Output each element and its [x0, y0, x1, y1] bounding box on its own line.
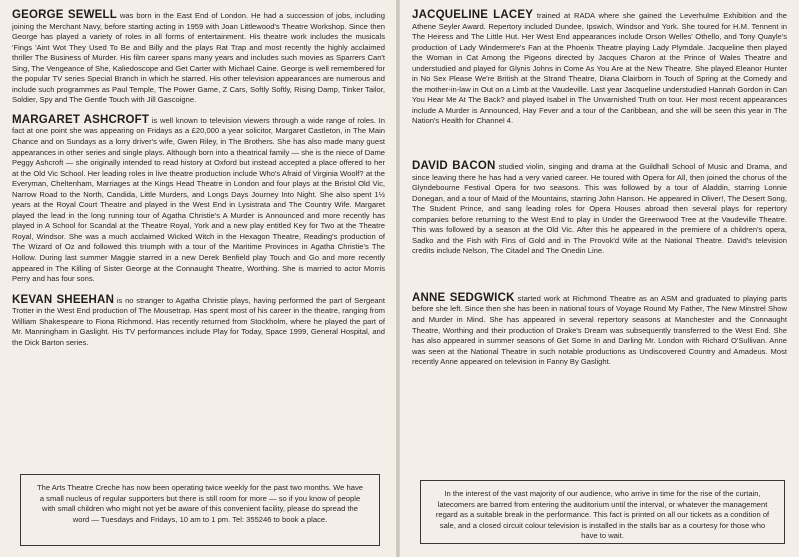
bio-margaret-ashcroft: [12, 115, 385, 285]
actor-name: JACQUELINE LACEY: [412, 9, 534, 21]
actor-name: ANNE SEDGWICK: [412, 291, 515, 304]
bio-text: started work at Richmond Theatre as an ASM and graduated to playing parts before she left. Since then she has been in national tours of Voyage Round My Father, The New Minstrel Show and Murder in Mind. She has appeared in several repertory seasons at Manchester and the Connaught Theatre, Worthing and their production of Drake's Dream was subsequently transferred to the West End. She has also appeared in summer seasons of Get Some In and Darling Mr. London with Richard O'Sullivan. Anne was seen at the National Theatre in such notable productions as Undiscovered Country and Amadeus. Most recently Anne appeared on television in Fanny By Gaslight.: [412, 293, 787, 367]
bio-anne-sedgwick: [412, 293, 787, 368]
bio-text: was born in the East End of London. He had a succession of jobs, including joining the Merchant Navy, before starting acting in 1959 with Joan Littlewood's Theatre Workshop. Since then George has played a variety of roles in all forms of entertainment. His theatre work includes the musicals 'Fings 'Aint Wot They Used To Be and Billy and the plays Rat Trap and most recently the highly acclaimed thriller The Business of Murder. His film career spans many years and includes such movies as Sparrers Can't Sing, The Vengeance of She, Kaliedoscope and Get Carter with Michael Caine. George is well remembered for the popular TV series Special Branch in which he starred. His other television appearances are numerous and include such programmes as Paul Temple, The Power Game, Z Cars, Softly Softly, Rising Damp, Tinker Tailor, Soldier, Spy and The Gentle Touch with Jill Gascoigne.: [12, 11, 386, 105]
bio-text: trained at RADA where she gained the Leverhulme Exhibition and the Athene Seyler Award. Repertory included Dundee, Ipswich, Windsor and York. She toured for H.M. Tennent in The Heiress and The Little Hut. Her West End appearances include Orson Welles' Othello, and Tony Quayle's production of Lady Windermere's Fan at the Phoenix Theatre playing Lady Plymdale. Jacqueline then played the Woman in Cat Among the Pigeons directed by Jacques Charon at the Prince of Wales Theatre and understudied and played for Glynis Johns in Come As You Are at the New Theatre. She played Eleanor Hunter in No Sex Please We're British at the Strand Theatre, Diana Clairborn in Touch of Spring at the Comedy and the mother-in-law in Out on a Limb at the Vaudeville. Last year Jacqueline understudied Hannah Gordon in Can You Hear Me At The Back? and played Isabel in The Unvarnished Truth on tour. Her most recent appearances include A Murder is Announced, Hay Fever and a tour of the Caribbean, and she will be seen this year in The Nation's Health for Channel 4.: [412, 11, 787, 126]
bio-text: studied violin, singing and drama at the Guildhall School of Music and Drama, and since leaving there he has had a very varied career. He toured with Opera for All, then joined the chorus of the Glyndebourne Festival Opera for two seasons. This was followed by a tour of Aladdin, starring Lonnie Donegan, and a tour of Maid of the Mountains, starring John Hanson. He appeared in Oliver!, The Desert Song, The Student Prince, and sang leading roles for Opera Houses abroad then several plays for repertory companies before returning to the West End to play in Under the Greenwood Tree at the Vaudeville Theatre. This was followed by a season at the Old Vic. After this he appeared in the premiere of a children's opera, Sadko and the Fish with Fins of Gold and in The Provok'd Wife at the National Theatre. David's television credits include Nelson, The Citadel and The Onedin Line.: [412, 162, 787, 256]
bio-george-sewell: [12, 10, 385, 106]
bio-kevan-sheehan: [12, 295, 385, 349]
bio-jacqueline-lacey: [412, 10, 787, 127]
latecomers-notice: In the interest of the vast majority of our audience, who arrive in time for the rise of the curtain, latecomers are barred from entering the auditorium until the interval, or whatever the management regard as a suitable break in the performance. This fact is printed on all our tickets as a condition of sale, and a closed circuit colour television is installed in the stalls bar as a courtesy for those who have to wait.: [420, 480, 785, 544]
bio-text: is no stranger to Agatha Christie plays, having performed the part of Sergeant Trotter in the West End production of The Mousetrap. Has spent most of his career in the theatre, ranging from William Shakespeare to Fiona Richmond. Has recently returned from Stockholm, where he played the part of Mr. Manningham in Gaslight. His TV performances include Play for Today, Space 1999, General Hospital, and the Dick Barton series.: [12, 295, 385, 347]
bio-text: is well known to television viewers through a wide range of roles. In fact at one point she was appearing on Fridays as a £20,000 a year solicitor, Margaret Castleton, in The Main Chance and on Sundays as a lorry driver's wife, Gwen Riley, in The Brothers. She has also made many guest appearances in other series and single plays. Although born into a theatrical family — she is the niece of Dame Peggy Ashcroft — she originally intended to read history at Oxford but instead accepted a place offered to her at the Old Vic School. Her leading roles in live theatre production include Who's Afraid of Virginia Woolf? at the Everyman, Cheltenham, Marriages at the Kings Head Theatre in London and four plays at the Bristol Old Vic, Narrow Road to the North, Candida, Little Murders, and Longs Days Journey Into Night. She also spent 1½ years at the Royal Court Theatre and played in the West End in Lysistrata and The Country Wife. Margaret played the lead in the long running tour of Agatha Christie's A Murder is Announced and more recently has played in A School for Scandal at the Theatre Royal, York and a new play entitled Key for Two at the Theatre Royal, Windsor. She was a much acclaimed Wicked Witch in the Hexagon Theatre, Reading's production of The Wizard of Oz and followed this triumph with a tour of the Maritime Provinces in Agatha Christie's The Hollow. During last summer Maggie starred in a new Derek Benfield play Touch and Go and more recently appeared in The Killing of Sister George at the Connaught Theatre, Worthing. She is married to actor Morris Perry and has four sons.: [12, 115, 385, 284]
actor-name: MARGARET ASHCROFT: [12, 113, 150, 126]
actor-name: KEVAN SHEEHAN: [12, 293, 115, 306]
bio-david-bacon: [412, 161, 787, 257]
actor-name: GEORGE SEWELL: [12, 9, 118, 21]
actor-name: DAVID BACON: [412, 160, 496, 173]
creche-notice: The Arts Theatre Creche has now been operating twice weekly for the past two months. We have a small nucleus of regular supporters but there is still room for more — so if you know of people with small children who might not yet be aware of this convenient facility, please do spread the word — Tuesdays and Fridays, 10 am to 1 pm. Tel: 355246 to book a place.: [20, 474, 380, 546]
right-page: [400, 0, 799, 557]
